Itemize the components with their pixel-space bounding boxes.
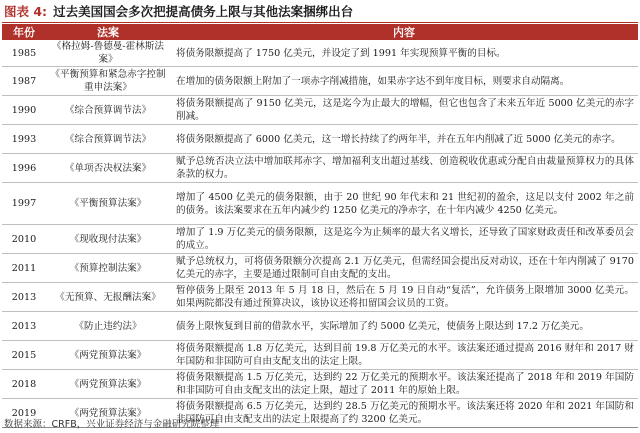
table-row xyxy=(2,67,638,96)
table-row xyxy=(2,96,638,125)
table-row xyxy=(2,341,638,370)
cell-content: 赋予总统权力，可将债务限额分次提高 2.1 万亿美元，但需经国会提出反对动议，还在十年内削减了 9170 亿美元的赤字，主要是通过限制可自由支配的支出。 xyxy=(170,254,638,283)
data-source-note: 数据来源：CRFB，兴业证券经济与金融研究院整理 xyxy=(4,419,220,430)
cell-content: 将债务限额提高了 9150 亿美元，这是迄今为止最大的增幅，但它也包含了未来五年近 5000 亿美元的赤字削减。 xyxy=(170,96,638,125)
header-year: 年份 xyxy=(2,24,46,40)
cell-year: 1987 xyxy=(2,67,46,96)
cell-law: 《综合预算调节法》 xyxy=(46,96,170,125)
cell-law: 《两党预算法案》 xyxy=(46,341,170,370)
cell-law: 《平衡预算和紧急赤字控制重申法案》 xyxy=(46,67,170,96)
cell-year: 1990 xyxy=(2,96,46,125)
cell-year: 1993 xyxy=(2,125,46,154)
table-row xyxy=(2,183,638,225)
cell-year: 1997 xyxy=(2,183,46,225)
cell-content: 在增加的债务限额上附加了一项赤字削减措施，如果赤字达不到年度目标，则要求自动隔离。 xyxy=(170,67,638,96)
cell-year: 1996 xyxy=(2,154,46,183)
cell-law: 《单项否决权法案》 xyxy=(46,154,170,183)
figure-label: 图表 4: xyxy=(4,4,48,19)
table-row xyxy=(2,370,638,399)
cell-content: 将债务限额提高了 6000 亿美元，这一增长持续了约两年半，并在五年内削减了近 5000 亿美元的赤字。 xyxy=(170,125,638,154)
cell-content: 增加了 1.9 万亿美元的债务限额，这是迄今为止频率的最大名义增长，还导致了国家财政责任和改革委员会的成立。 xyxy=(170,225,638,254)
cell-content: 将债务限额提高 1.8 万亿美元，达到目前 19.8 万亿美元的水平。该法案还通过提高 2016 财年和 2017 财年国防和非国防可自由支配支出的法定上限。 xyxy=(170,341,638,370)
cell-law: 《格拉姆-鲁德曼-霍林斯法案》 xyxy=(46,40,170,67)
cell-law: 《两党预算法案》 xyxy=(46,399,170,428)
cell-content: 将债务限额提高 6.5 万亿美元，达到约 28.5 万亿美元的预期水平。该法案还将 2020 年和 2021 年国防和非国防可自由支配支出的法定上限提高了约 3200 亿美元。 xyxy=(170,399,638,428)
cell-year: 2019 xyxy=(2,399,46,428)
table-row xyxy=(2,40,638,67)
cell-year: 2011 xyxy=(2,254,46,283)
title-rule xyxy=(2,22,638,23)
figure-title-text: 过去美国国会多次把提高债务上限与其他法案捆绑出台 xyxy=(53,4,354,19)
header-content: 内容 xyxy=(170,24,638,40)
cell-content: 将债务限额提高 1.5 万亿美元，达到约 22 万亿美元的预期水平。该法案还提高了 2018 年和 2019 年国防和非国防可自由支配支出的法定上限，超过了 2011 年的原始上限。 xyxy=(170,370,638,399)
cell-content: 债务上限恢复到目前的借款水平，实际增加了约 5000 亿美元，使债务上限达到 17.2 万亿美元。 xyxy=(170,312,638,341)
table-row xyxy=(2,154,638,183)
cell-law: 《无预算、无报酬法案》 xyxy=(46,283,170,312)
cell-year: 1985 xyxy=(2,40,46,67)
cell-law: 《防止违约法》 xyxy=(46,312,170,341)
cell-content: 将债务限额提高了 1750 亿美元，并设定了到 1991 年实现预算平衡的目标。 xyxy=(170,40,638,67)
table-row xyxy=(2,283,638,312)
cell-year: 2015 xyxy=(2,341,46,370)
table-row xyxy=(2,225,638,254)
cell-law: 《预算控制法案》 xyxy=(46,254,170,283)
cell-law: 《现收现付法案》 xyxy=(46,225,170,254)
cell-content: 暂停债务上限至 2013 年 5 月 18 日，然后在 5 月 19 日自动“复活”，允许债务上限增加 3000 亿美元。如果两院都没有通过预算决议，该协议还将扣留国会议员的工资。 xyxy=(170,283,638,312)
table-row xyxy=(2,254,638,283)
cell-law: 《综合预算调节法》 xyxy=(46,125,170,154)
cell-year: 2013 xyxy=(2,283,46,312)
cell-law: 《平衡预算法案》 xyxy=(46,183,170,225)
legislation-table xyxy=(2,24,638,428)
cell-content: 赋予总统否决立法中增加联邦赤字、增加福利支出超过基线、创造税收优惠或分配自由裁量预算权力的具体条款的权力。 xyxy=(170,154,638,183)
cell-year: 2010 xyxy=(2,225,46,254)
header-law: 法案 xyxy=(46,24,170,40)
cell-year: 2013 xyxy=(2,312,46,341)
table-row xyxy=(2,125,638,154)
cell-year: 2018 xyxy=(2,370,46,399)
cell-law: 《两党预算法案》 xyxy=(46,370,170,399)
table-header-row xyxy=(2,24,638,40)
table-row xyxy=(2,312,638,341)
cell-content: 增加了 4500 亿美元的债务限额，由于 20 世纪 90 年代末和 21 世纪初的盈余，这足以支付 2002 年之前的债务。该法案要求在五年内减少约 1250 亿美元的净赤字，在十年内减少 4250 亿美元。 xyxy=(170,183,638,225)
figure-title xyxy=(4,2,353,22)
